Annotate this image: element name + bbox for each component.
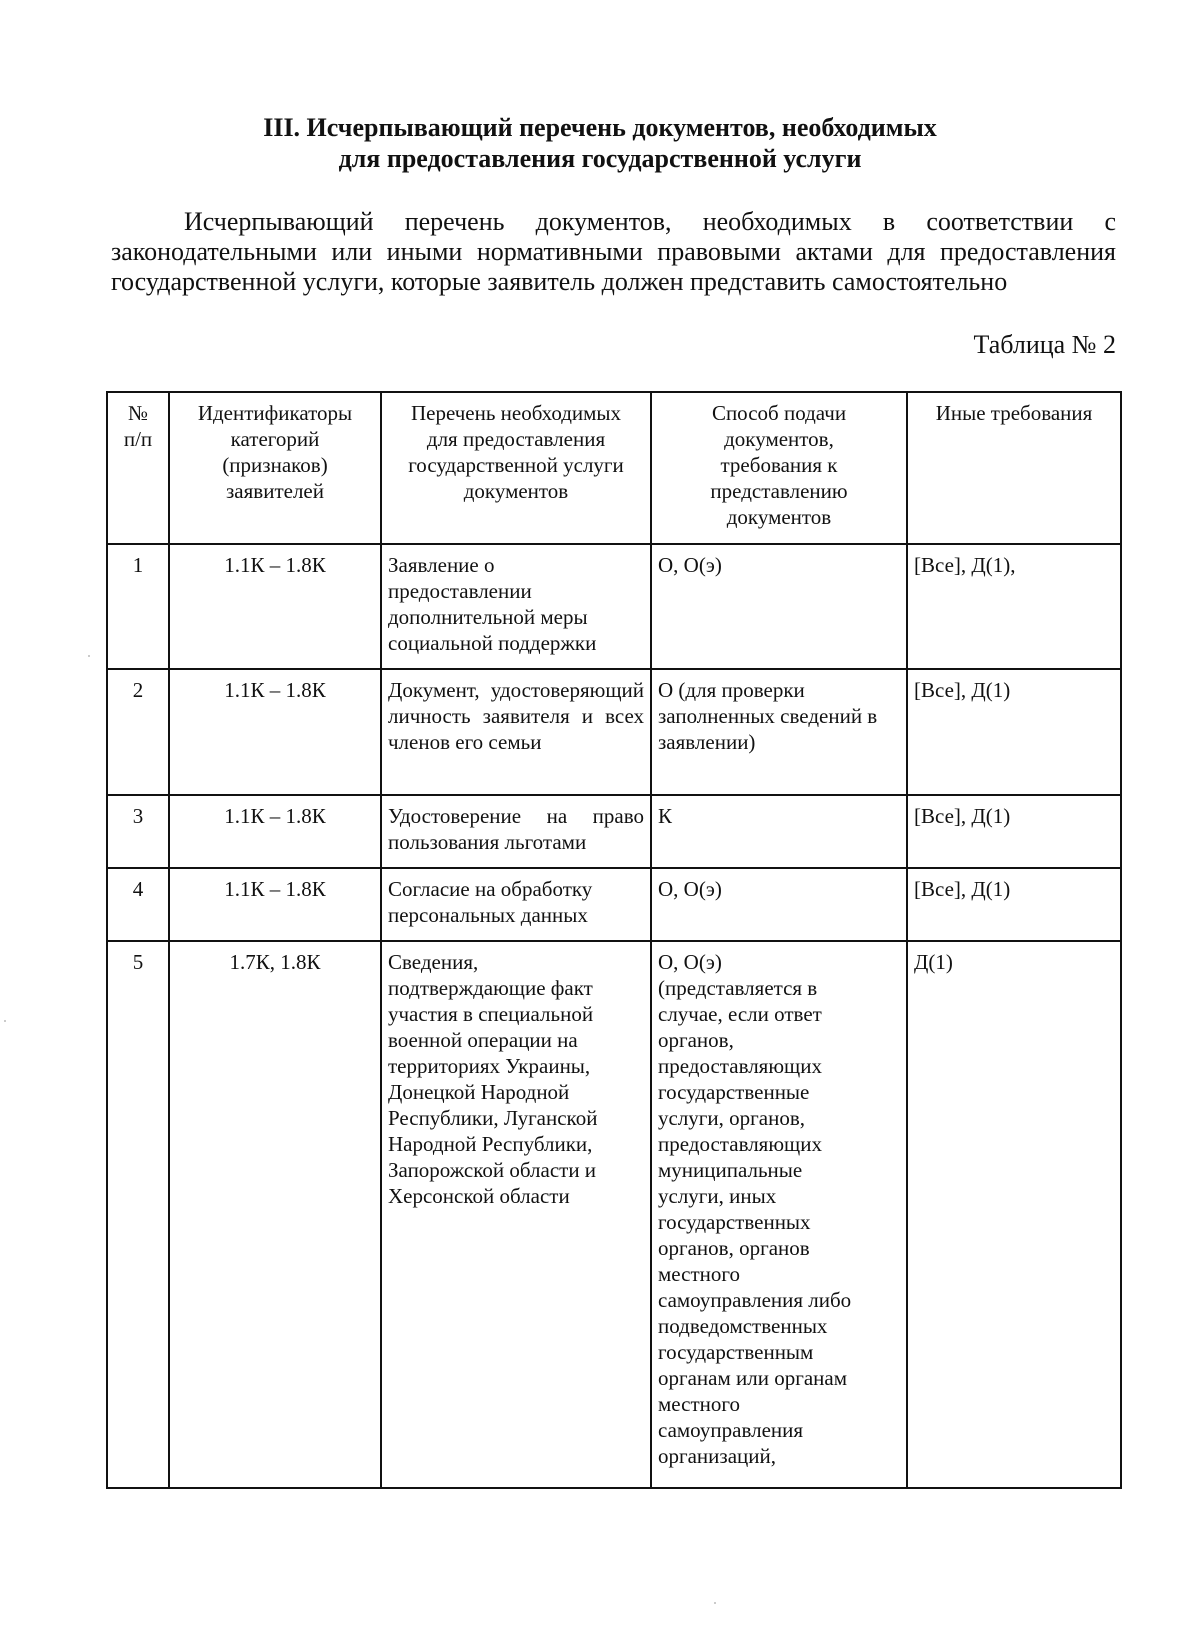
row-num: 5 [107, 941, 169, 1488]
intro-paragraph: Исчерпывающий перечень документов, необходимых в соответствии с законодательными или иными нормативными правовыми актами для предоставления государственной услуги, которые заявитель должен представить самостоятельно [111, 207, 1116, 296]
table-row [107, 544, 1121, 669]
row-other: [Все], Д(1) [907, 669, 1121, 795]
row-method: О, О(э) [651, 544, 907, 669]
table-row [107, 669, 1121, 795]
row-categories: 1.1К – 1.8К [169, 669, 381, 795]
row-other: Д(1) [907, 941, 1121, 1488]
section-heading [0, 112, 1200, 174]
row-method: О (для проверки заполненных сведений в заявлении) [651, 669, 907, 795]
scan-speck [714, 1602, 716, 1604]
row-other: [Все], Д(1), [907, 544, 1121, 669]
row-other: [Все], Д(1) [907, 795, 1121, 868]
row-document: Документ, удостоверяющий личность заявителя и всех членов его семьи [381, 669, 651, 795]
row-other: [Все], Д(1) [907, 868, 1121, 941]
row-document: Удостоверение на право пользования льготами [381, 795, 651, 868]
table-row [107, 795, 1121, 868]
row-method: О, О(э) [651, 868, 907, 941]
row-num: 1 [107, 544, 169, 669]
row-num: 4 [107, 868, 169, 941]
table-row [107, 941, 1121, 1488]
section-title-line-2: для предоставления государственной услуги [338, 144, 862, 173]
header-documents: Перечень необходимых для предоставления государственной услуги документов [381, 392, 651, 544]
header-method: Способ подачи документов, требования к представлению документов [651, 392, 907, 544]
section-title-line-1: III. Исчерпывающий перечень документов, необходимых [263, 113, 937, 142]
row-categories: 1.1К – 1.8К [169, 795, 381, 868]
row-categories: 1.1К – 1.8К [169, 544, 381, 669]
header-num: № п/п [107, 392, 169, 544]
scan-speck [4, 1020, 6, 1022]
table-header-row [107, 392, 1121, 544]
row-categories: 1.7К, 1.8К [169, 941, 381, 1488]
row-num: 3 [107, 795, 169, 868]
row-document: Согласие на обработку персональных данных [381, 868, 651, 941]
row-categories: 1.1К – 1.8К [169, 868, 381, 941]
table-row [107, 868, 1121, 941]
table-label: Таблица № 2 [973, 330, 1116, 359]
header-categories: Идентификаторы категорий (признаков) заявителей [169, 392, 381, 544]
scan-speck [88, 655, 90, 657]
row-method: О, О(э) (представляется в случае, если ответ органов, предоставляющих государственные услуги, органов, предоставляющих муниципальные услуги, иных государственных органов, органов местного самоуправления либо подведомственных государственным органам или органам местного самоуправления организаций, [651, 941, 907, 1488]
row-document: Сведения, подтверждающие факт участия в специальной военной операции на территориях Украины, Донецкой Народной Республики, Луганской Народной Республики, Запорожской области и Херсонской области [381, 941, 651, 1488]
row-method: К [651, 795, 907, 868]
row-num: 2 [107, 669, 169, 795]
documents-table [106, 391, 1122, 1489]
row-document: Заявление о предоставлении дополнительной меры социальной поддержки [381, 544, 651, 669]
header-other: Иные требования [907, 392, 1121, 544]
